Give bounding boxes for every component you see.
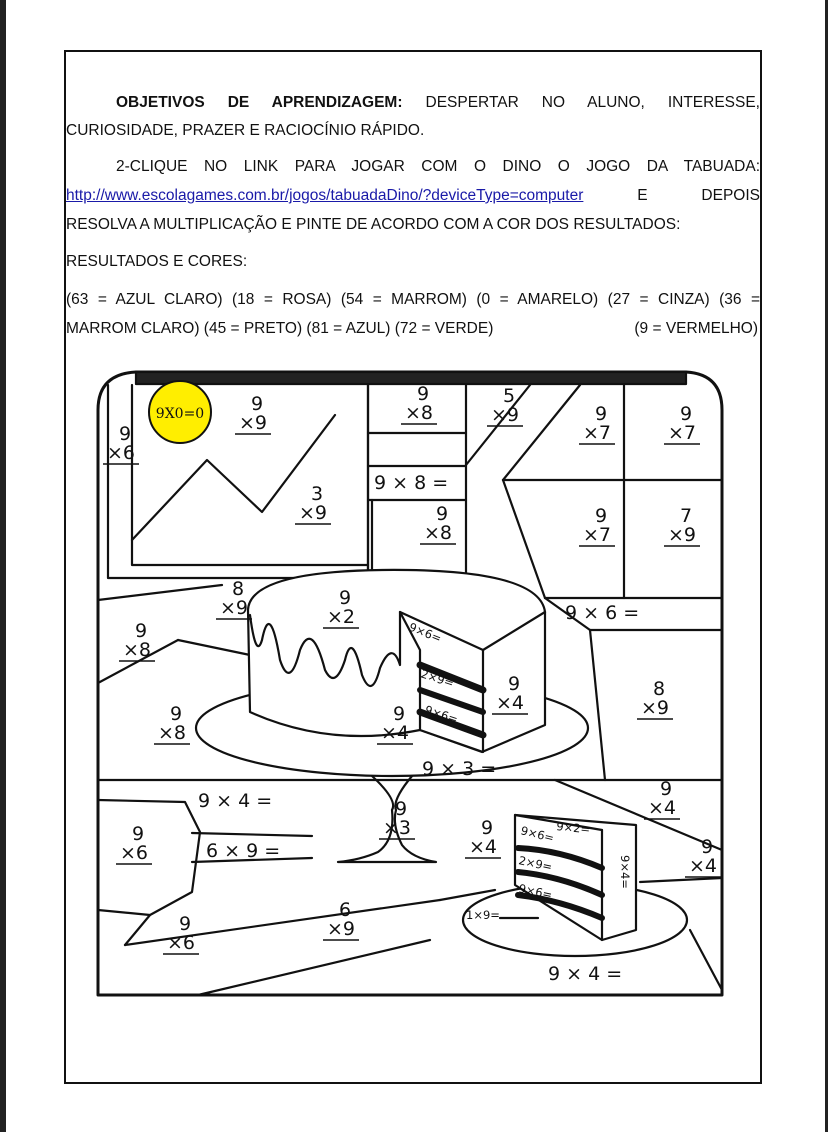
stacked-top-number: 9 xyxy=(507,673,521,695)
stacked-bottom-number: ×6 xyxy=(119,842,149,864)
stacked-bottom-number: ×4 xyxy=(495,692,525,714)
picture-top-band xyxy=(136,372,686,384)
results-text-2b: (9 = VERMELHO) xyxy=(634,320,758,337)
stacked-problem xyxy=(323,899,359,940)
stacked-bottom-number: ×4 xyxy=(647,797,677,819)
right-grid-diagonal xyxy=(503,480,545,598)
stacked-top-number: 9 xyxy=(169,703,183,725)
stacked-top-number: 9 xyxy=(480,817,494,839)
slice2-problem-d: 9×6= xyxy=(517,881,554,902)
stacked-problem xyxy=(154,703,190,744)
slice2-problem-e: 9×4= xyxy=(618,855,632,889)
stacked-top-number: 9 xyxy=(394,798,408,820)
stacked-bottom-number: ×9 xyxy=(298,502,328,524)
stacked-problem xyxy=(420,503,456,544)
objectives-text-1: DESPERTAR NO ALUNO, INTERESSE, xyxy=(425,94,760,111)
stacked-problem xyxy=(685,836,721,877)
stacked-top-number: 9 xyxy=(679,403,693,425)
objectives-line-2: CURIOSIDADE, PRAZER E RACIOCÍNIO RÁPIDO. xyxy=(66,122,425,139)
stacked-problem xyxy=(295,483,331,524)
stacked-problem xyxy=(163,913,199,954)
stacked-bottom-number: ×9 xyxy=(219,597,249,619)
stacked-problem xyxy=(487,385,523,426)
stacked-top-number: 9 xyxy=(131,823,145,845)
stacked-top-number: 9 xyxy=(416,383,430,405)
stacked-top-number: 9 xyxy=(178,913,192,935)
stacked-top-number: 9 xyxy=(392,703,406,725)
results-heading: RESULTADOS E CORES: xyxy=(66,253,248,270)
stacked-bottom-number: ×8 xyxy=(404,402,434,424)
stacked-bottom-number: ×7 xyxy=(582,524,612,546)
stacked-top-number: 9 xyxy=(659,778,673,800)
problem-9x8-inline: 9 × 8 = xyxy=(374,472,449,494)
instruction-line-1: 2-CLIQUE NO LINK PARA JOGAR COM O DINO O JOGO DA TABUADA: xyxy=(116,158,760,175)
right-lower-vertical xyxy=(590,630,605,780)
stacked-bottom-number: ×7 xyxy=(582,422,612,444)
stacked-bottom-number: ×4 xyxy=(380,722,410,744)
results-text-2a: MARROM CLARO) (45 = PRETO) (81 = AZUL) (72 = VERDE) xyxy=(66,320,494,337)
slice1-problem-c: 9×6= xyxy=(423,702,460,727)
slice2-problem-c: 2×9= xyxy=(517,853,554,874)
stacked-top-number: 6 xyxy=(338,899,352,921)
objectives-label: OBJETIVOS DE APRENDIZAGEM: xyxy=(116,94,403,111)
stacked-top-number: 8 xyxy=(652,678,666,700)
stacked-top-number: 9 xyxy=(594,403,608,425)
stacked-problem xyxy=(637,678,673,719)
instruction-line-3: RESOLVA A MULTIPLICAÇÃO E PINTE DE ACORDO COM A COR DOS RESULTADOS: xyxy=(66,216,681,233)
stacked-bottom-number: ×9 xyxy=(640,697,670,719)
stacked-bottom-number: ×6 xyxy=(166,932,196,954)
stacked-bottom-number: ×4 xyxy=(688,855,718,877)
stacked-top-number: 9 xyxy=(118,423,132,445)
stacked-problem xyxy=(116,823,152,864)
stacked-bottom-number: ×6 xyxy=(106,442,136,464)
stacked-problem xyxy=(119,620,155,661)
stacked-top-number: 9 xyxy=(700,836,714,858)
stacked-problem xyxy=(465,817,501,858)
stacked-bottom-number: ×9 xyxy=(490,404,520,426)
stacked-bottom-number: ×9 xyxy=(667,524,697,546)
stacked-top-number: 9 xyxy=(250,393,264,415)
slice1-problem-a: 9×6= xyxy=(406,619,444,646)
slice1-problem-b: 2×9= xyxy=(419,666,456,691)
problem-9x6-inline: 9 × 6 = xyxy=(565,602,640,624)
problem-9x3-inline: 9 × 3 = xyxy=(422,758,497,780)
stacked-top-number: 7 xyxy=(679,505,693,527)
left-diagonal-3 xyxy=(178,640,250,655)
stacked-top-number: 5 xyxy=(502,385,516,407)
stacked-top-number: 8 xyxy=(231,578,245,600)
results-line-1: (63 = AZUL CLARO) (18 = ROSA) (54 = MARROM) (0 = AMARELO) (27 = CINZA) (36 = xyxy=(66,291,760,308)
lower-right-corner xyxy=(690,930,722,990)
stacked-bottom-number: ×2 xyxy=(326,606,356,628)
stacked-top-number: 9 xyxy=(435,503,449,525)
stacked-bottom-number: ×9 xyxy=(326,918,356,940)
stacked-top-number: 9 xyxy=(594,505,608,527)
stacked-problem xyxy=(579,403,615,444)
problem-9x4-inline: 9 × 4 = xyxy=(198,790,273,812)
stacked-problem xyxy=(579,505,615,546)
stacked-bottom-number: ×4 xyxy=(468,836,498,858)
problem-6x9-inline: 6 × 9 = xyxy=(206,840,281,862)
stacked-bottom-number: ×3 xyxy=(382,817,412,839)
lower-line-1 xyxy=(192,833,312,836)
lower-diagonal-2 xyxy=(198,940,430,995)
stacked-problem xyxy=(379,798,415,839)
region-lower-left xyxy=(98,800,200,915)
stacked-bottom-number: ×8 xyxy=(157,722,187,744)
example-text: 9X0=0 xyxy=(155,406,205,422)
lower-right-line xyxy=(640,878,722,882)
problem-9x4-bottom: 9 × 4 = xyxy=(548,963,623,985)
problem-1x9: 1×9= xyxy=(466,908,500,922)
stacked-problem xyxy=(664,505,700,546)
stacked-problem xyxy=(401,383,437,424)
stacked-problem xyxy=(235,393,271,434)
stacked-top-number: 9 xyxy=(134,620,148,642)
slice2-problem-a: 9×2= xyxy=(555,819,591,837)
lower-left-diagonal xyxy=(125,915,150,945)
stacked-bottom-number: ×8 xyxy=(122,639,152,661)
stacked-bottom-number: ×8 xyxy=(423,522,453,544)
left-diagonal-1 xyxy=(98,585,222,600)
stacked-problem xyxy=(644,778,680,819)
stacked-bottom-number: ×9 xyxy=(238,412,268,434)
instruction-text-2: E DEPOIS xyxy=(637,187,761,204)
stacked-problem xyxy=(664,403,700,444)
game-link[interactable]: http://www.escolagames.com.br/jogos/tabuadaDino/?deviceType=computer xyxy=(66,187,584,204)
stacked-bottom-number: ×7 xyxy=(667,422,697,444)
stacked-top-number: 3 xyxy=(310,483,324,505)
slice2-problem-b: 9×6= xyxy=(519,823,556,846)
stacked-top-number: 9 xyxy=(338,587,352,609)
